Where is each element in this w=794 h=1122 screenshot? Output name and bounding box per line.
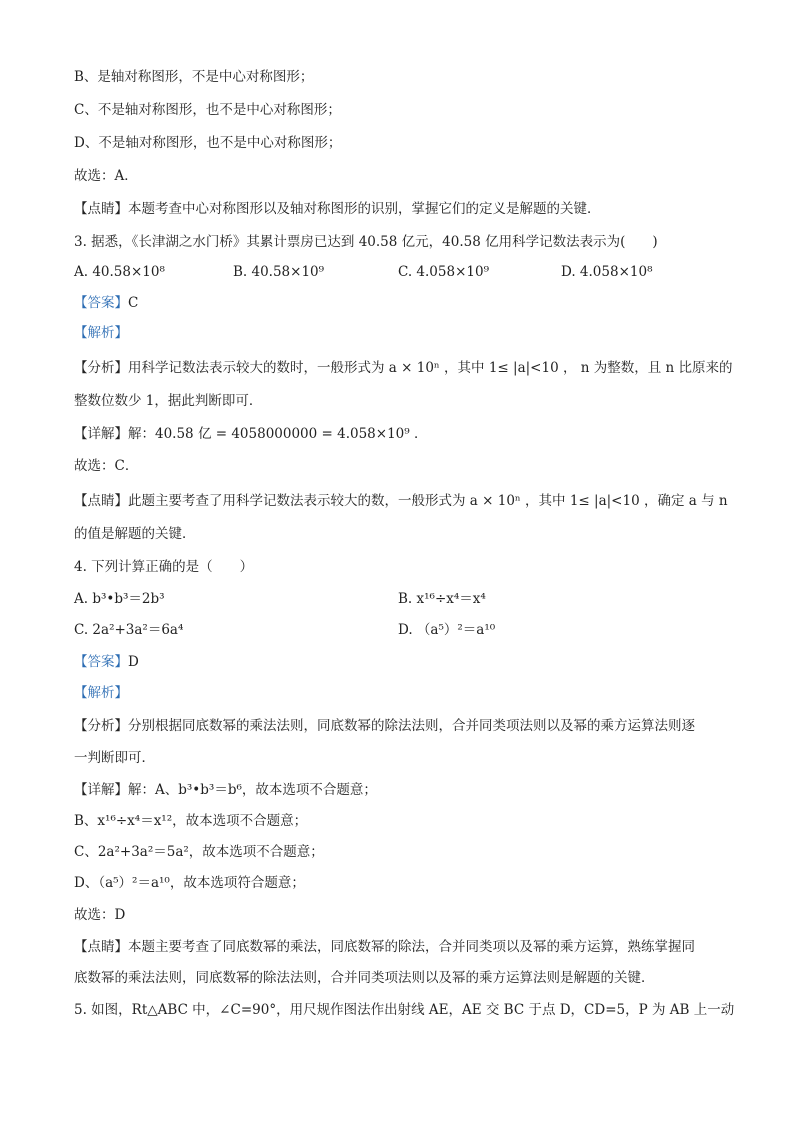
fenxi-text: 分别根据同底数幂的乘法法则，同底数幂的除法法则，合并同类项法则以及幂的乘方运算法则逐 xyxy=(128,718,695,734)
q4-option-d: D. （a⁵）²＝a¹⁰ xyxy=(398,622,496,638)
q4-choice: 故选：D xyxy=(74,907,126,923)
q4-xiangjie xyxy=(74,780,377,800)
q4-option-c: C. 2a²+3a²＝6a⁴ xyxy=(74,622,184,638)
q3-dianjing-cont: 的值是解题的关键． xyxy=(74,526,196,542)
solution-line-b: B、是轴对称图形，不是中心对称图形； xyxy=(74,69,314,85)
q3-option-b: B. 40.58×10⁹ xyxy=(233,264,325,280)
question-5-stem: 5. 如图，Rt△ABC 中，∠C=90°，用尺规作图法作出射线 AE，AE 交 BC 于点 D，CD=5，P 为 AB 上一动 xyxy=(74,1002,735,1018)
choice-conclusion: 故选：A． xyxy=(74,168,138,184)
q4-dianjing xyxy=(74,937,695,957)
dianjing-text: 此题主要考查了用科学记数法表示较大的数，一般形式为 a × 10ⁿ ，其中 1≤ |a|<10 ，确定 a 与 n xyxy=(128,493,728,509)
q3-fenxi-cont: 整数位数少 1，据此判断即可． xyxy=(74,393,263,409)
answer-value: D xyxy=(128,654,139,670)
q3-fenxi xyxy=(74,358,733,378)
q3-option-c: C. 4.058×10⁹ xyxy=(398,264,489,280)
question-4-stem: 4. 下列计算正确的是（ ） xyxy=(74,559,254,575)
dianjing-tag: 【点睛】 xyxy=(74,493,128,509)
q3-xiangjie xyxy=(74,424,427,444)
q4-dianjing-cont: 底数幂的乘法法则，同底数幂的除法法则，合并同类项法则以及幂的乘方运算法则是解题的关键． xyxy=(74,970,655,986)
xiangjie-tag: 【详解】 xyxy=(74,782,128,798)
solution-line-c: C、不是轴对称图形，也不是中心对称图形； xyxy=(74,102,341,118)
xiangjie-text: 解：40.58 亿 = 4058000000 = 4.058×10⁹ ． xyxy=(128,426,428,442)
q4-fenxi xyxy=(74,716,695,736)
comment-tag: 【点睛】 xyxy=(74,201,128,217)
answer-tag: 【答案】 xyxy=(74,654,128,670)
q4-solution-d: D、（a⁵）²＝a¹⁰，故本选项符合题意； xyxy=(74,875,305,891)
q4-answer xyxy=(74,652,139,672)
answer-value: C xyxy=(128,295,139,311)
q4-solution-c: C、2a²+3a²＝5a²，故本选项不合题意； xyxy=(74,844,324,860)
fenxi-tag: 【分析】 xyxy=(74,718,128,734)
question-3-stem: 3. 据悉，《长津湖之水门桥》其累计票房已达到 40.58 亿元，40.58 亿用科学记数法表示为( ) xyxy=(74,234,658,250)
xiangjie-text: 解：A、b³•b³＝b⁶，故本选项不合题意； xyxy=(128,782,377,798)
q4-option-b: B. x¹⁶÷x⁴＝x⁴ xyxy=(398,591,486,607)
comment-line xyxy=(74,199,601,219)
q3-option-a: A. 40.58×10⁸ xyxy=(74,264,165,280)
q3-analysis-tag: 【解析】 xyxy=(74,325,128,341)
q4-option-a: A. b³•b³＝2b³ xyxy=(74,591,165,607)
q3-option-d: D. 4.058×10⁸ xyxy=(561,264,653,280)
answer-tag: 【答案】 xyxy=(74,295,128,311)
q3-answer xyxy=(74,293,138,313)
q4-solution-b: B、x¹⁶÷x⁴＝x¹²，故本选项不合题意； xyxy=(74,813,308,829)
fenxi-tag: 【分析】 xyxy=(74,360,128,376)
q3-dianjing xyxy=(74,491,728,511)
q4-fenxi-cont: 一判断即可． xyxy=(74,750,155,766)
fenxi-text: 用科学记数法表示较大的数时，一般形式为 a × 10ⁿ ，其中 1≤ |a|<10 ， n 为整数，且 n 比原来的 xyxy=(128,360,733,376)
dianjing-text: 本题主要考查了同底数幂的乘法，同底数幂的除法，合并同类项以及幂的乘方运算，熟练掌握同 xyxy=(128,939,695,955)
dianjing-tag: 【点睛】 xyxy=(74,939,128,955)
q4-analysis-tag: 【解析】 xyxy=(74,685,128,701)
comment-text: 本题考查中心对称图形以及轴对称图形的识别，掌握它们的定义是解题的关键． xyxy=(128,201,601,217)
xiangjie-tag: 【详解】 xyxy=(74,426,128,442)
solution-line-d: D、不是轴对称图形，也不是中心对称图形； xyxy=(74,135,342,151)
q3-choice: 故选：C． xyxy=(74,458,139,474)
